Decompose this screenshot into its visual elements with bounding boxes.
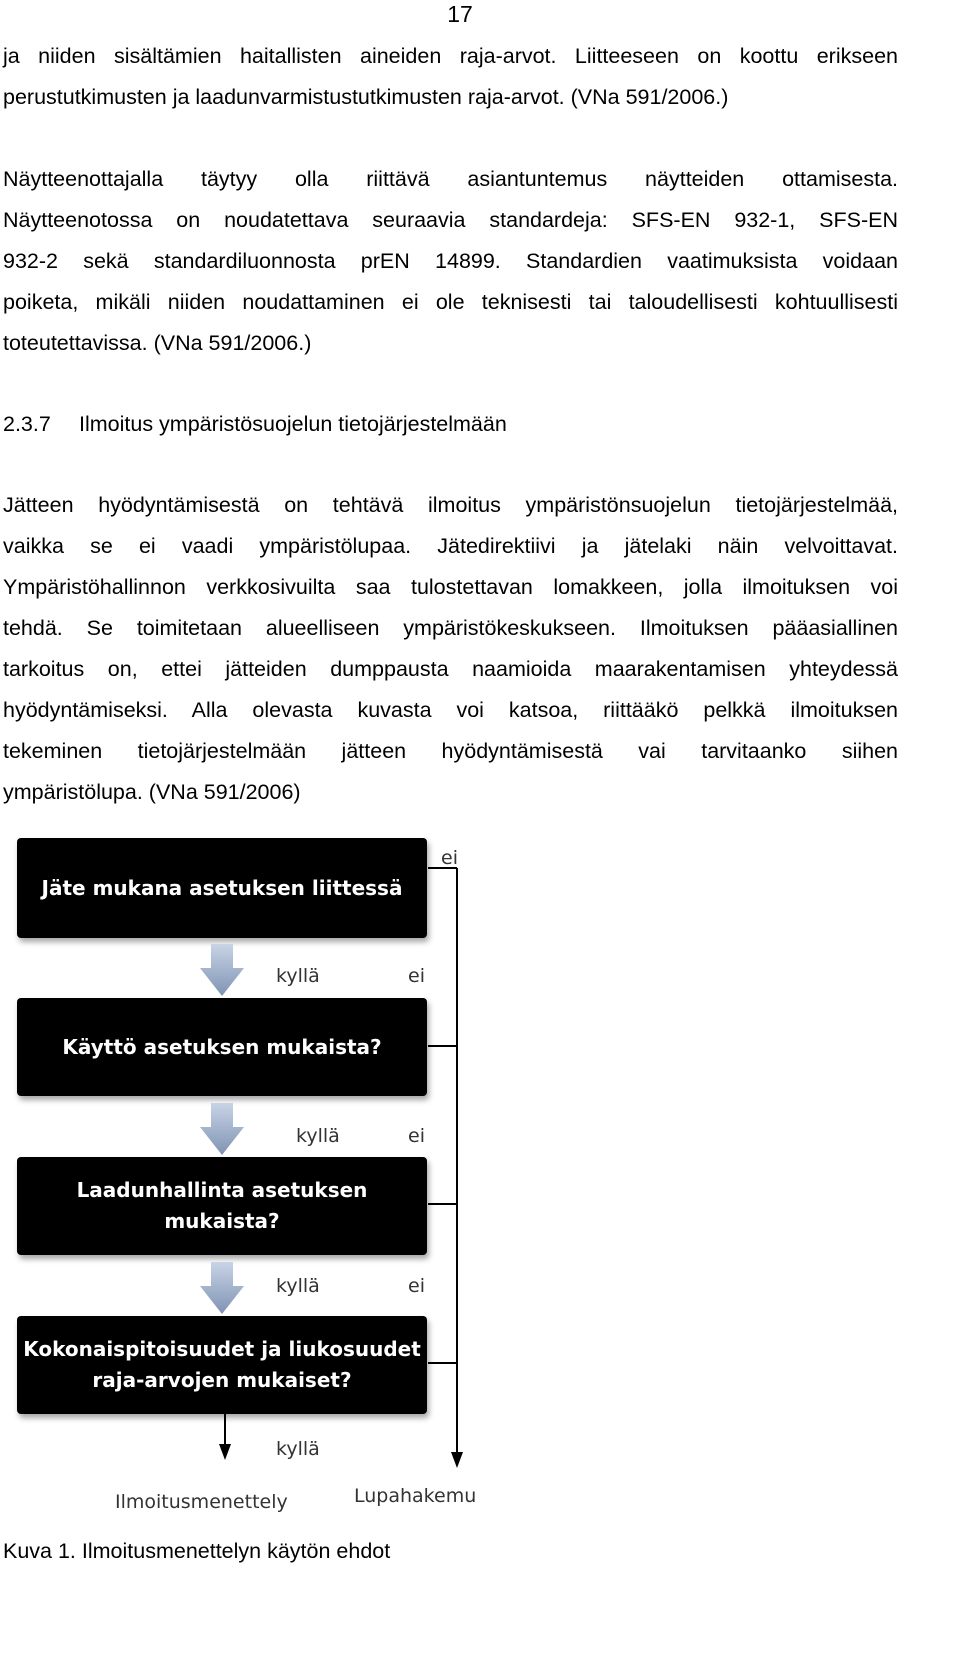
flow-box-use-per-decree — [17, 998, 427, 1096]
flowchart — [0, 820, 960, 1520]
figure-caption: Kuva 1. Ilmoitusmenettelyn käytön ehdot — [3, 1539, 391, 1563]
flow-box-quality-control — [17, 1157, 427, 1255]
label-yes: kyllä — [276, 965, 320, 987]
flow-box-waste-in-annex — [17, 838, 427, 938]
text-line: 932-2 sekä standardiluonnosta prEN 14899. Standardien vaatimuksista voidaan — [3, 249, 898, 273]
paragraph-limits — [3, 36, 898, 118]
text-line: toteutettavissa. (VNa 591/2006.) — [3, 331, 312, 355]
section-number: 2.3.7 — [3, 412, 51, 436]
label-yes: kyllä — [296, 1125, 340, 1147]
text-line: Ympäristöhallinnon verkkosivuilta saa tulostettavan lomakkeen, jolla ilmoituksen voi — [3, 575, 898, 599]
box-text: Jäte mukana asetuksen liittessä — [41, 875, 403, 900]
page-number: 17 — [447, 1, 473, 27]
outcome-notification: Ilmoitusmenettely — [115, 1491, 288, 1513]
arrowhead-left — [219, 1444, 231, 1460]
label-no: ei — [408, 965, 425, 987]
label-yes: kyllä — [276, 1438, 320, 1460]
text-line: poiketa, mikäli niiden noudattaminen ei ole teknisesti tai taloudellisesti kohtuullisesti — [3, 290, 898, 314]
text-line: ja niiden sisältämien haitallisten aineiden raja-arvot. Liitteeseen on koottu erikseen — [3, 44, 898, 68]
down-arrow-icon — [200, 944, 244, 996]
section-title: Ilmoitus ympäristösuojelun tietojärjestelmään — [79, 412, 507, 436]
text-line: vaikka se ei vaadi ympäristölupaa. Jätedirektiivi ja jätelaki näin velvoittavat. — [3, 534, 898, 558]
paragraph-sampling — [3, 159, 898, 364]
text-line: perustutkimusten ja laadunvarmistustutkimusten raja-arvot. (VNa 591/2006.) — [3, 85, 729, 109]
section-heading — [3, 404, 507, 445]
box-text: Kokonaispitoisuudet ja liukosuudet — [23, 1337, 421, 1361]
box-text: raja-arvojen mukaiset? — [92, 1368, 352, 1392]
box-text: Käyttö asetuksen mukaista? — [62, 1034, 382, 1059]
outcome-permit: Lupahakemu — [354, 1485, 477, 1507]
label-no: ei — [441, 847, 458, 869]
box-text: mukaista? — [164, 1209, 280, 1233]
text-line: Jätteen hyödyntämisestä on tehtävä ilmoitus ympäristönsuojelun tietojärjestelmää, — [3, 493, 898, 517]
flow-box-concentrations — [17, 1316, 427, 1414]
down-arrow-icon — [200, 1103, 244, 1155]
text-line: hyödyntämiseksi. Alla olevasta kuvasta voi katsoa, riittääkö pelkkä ilmoituksen — [3, 698, 898, 722]
text-line: ympäristölupa. (VNa 591/2006) — [3, 780, 301, 804]
text-line: tehdä. Se toimitetaan alueelliseen ympäristökeskukseen. Ilmoituksen pääasiallinen — [3, 616, 898, 640]
paragraph-notification — [3, 485, 898, 813]
box-text: Laadunhallinta asetuksen — [76, 1178, 368, 1202]
text-line: Näytteenotossa on noudatettava seuraavia standardeja: SFS-EN 932-1, SFS-EN — [3, 208, 898, 232]
text-line: tarkoitus on, ettei jätteiden dumppausta naamioida maarakentamisen yhteydessä — [3, 657, 898, 681]
text-line: Näytteenottajalla täytyy olla riittävä asiantuntemus näytteiden ottamisesta. — [3, 167, 898, 191]
label-no: ei — [408, 1125, 425, 1147]
label-yes: kyllä — [276, 1275, 320, 1297]
text-line: tekeminen tietojärjestelmään jätteen hyödyntämisestä vai tarvitaanko siihen — [3, 739, 898, 763]
down-arrow-icon — [200, 1262, 244, 1314]
arrowhead-right — [451, 1452, 463, 1468]
label-no: ei — [408, 1275, 425, 1297]
